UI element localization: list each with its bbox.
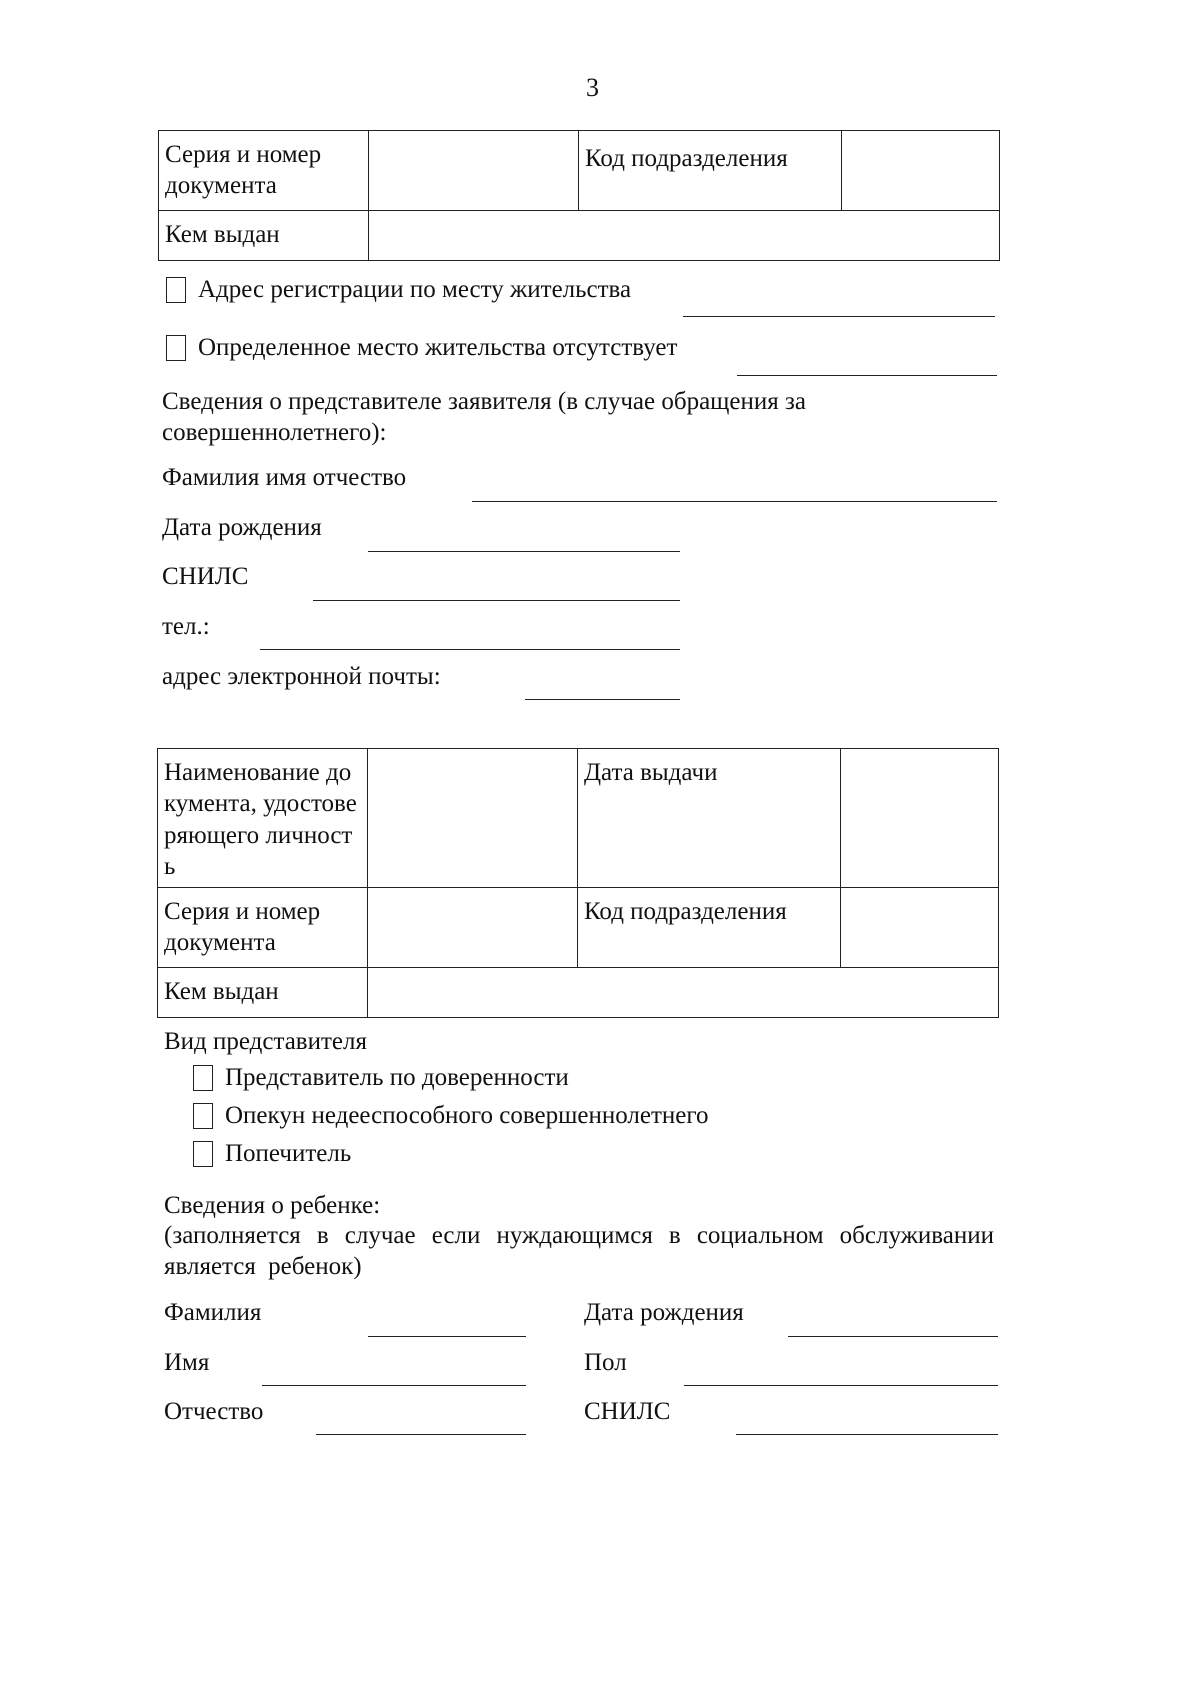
issued-by-label-2: Кем выдан [158, 968, 368, 1018]
subdivision-code-label-2: Код подразделения [578, 888, 841, 968]
document-name-field[interactable] [368, 749, 578, 888]
child-name-label: Имя [164, 1349, 210, 1376]
child-sex-field[interactable] [684, 1385, 998, 1386]
guardian-option[interactable] [193, 1101, 709, 1132]
child-snils-label: СНИЛС [584, 1398, 671, 1425]
no-residence-option[interactable] [166, 333, 677, 364]
child-sex-label: Пол [584, 1349, 627, 1376]
series-label: Серия и номер документа [159, 131, 369, 211]
representative-birth-date-label: Дата рождения [162, 514, 322, 541]
child-name-field[interactable] [262, 1385, 526, 1386]
proxy-checkbox[interactable] [193, 1065, 213, 1091]
series-field-2[interactable] [368, 888, 578, 968]
child-surname-field[interactable] [368, 1336, 526, 1337]
child-patronymic-field[interactable] [316, 1434, 526, 1435]
child-patronymic-label: Отчество [164, 1398, 264, 1425]
issued-by-field[interactable] [369, 211, 1000, 261]
no-residence-checkbox[interactable] [166, 335, 186, 361]
guardian-label: Опекун недееспособного совершеннолетнего [225, 1102, 709, 1129]
proxy-option[interactable] [193, 1063, 569, 1094]
document-name-label: Наименование документа, удостоверяющего личность [158, 749, 368, 888]
subdivision-code-field[interactable] [842, 131, 1000, 211]
registration-address-field[interactable] [683, 316, 995, 317]
proxy-label: Представитель по доверенности [225, 1064, 569, 1091]
representative-email-label: адрес электронной почты: [162, 663, 441, 690]
issued-by-field-2[interactable] [368, 968, 999, 1018]
registration-address-option[interactable] [166, 275, 631, 306]
representative-snils-field[interactable] [313, 600, 680, 601]
registration-address-checkbox[interactable] [166, 277, 186, 303]
no-residence-field[interactable] [737, 375, 997, 376]
issue-date-label: Дата выдачи [578, 749, 841, 888]
document-table-1 [158, 130, 1000, 261]
trustee-checkbox[interactable] [193, 1141, 213, 1167]
trustee-option[interactable] [193, 1139, 351, 1170]
representative-full-name-label: Фамилия имя отчество [162, 464, 407, 491]
child-birth-date-field[interactable] [788, 1336, 998, 1337]
child-birth-date-label: Дата рождения [584, 1299, 744, 1326]
no-residence-label: Определенное место жительства отсутствует [198, 334, 678, 361]
issue-date-field[interactable] [841, 749, 999, 888]
representative-birth-date-field[interactable] [368, 551, 680, 552]
guardian-checkbox[interactable] [193, 1103, 213, 1129]
child-surname-label: Фамилия [164, 1299, 262, 1326]
subdivision-code-field-2[interactable] [841, 888, 999, 968]
child-heading: Сведения о ребенке: [164, 1192, 381, 1219]
representative-phone-label: тел.: [162, 613, 210, 640]
representative-type-heading: Вид представителя [164, 1028, 367, 1055]
series-label-2: Серия и номер документа [158, 888, 368, 968]
issued-by-label: Кем выдан [159, 211, 369, 261]
representative-phone-field[interactable] [260, 649, 680, 650]
representative-email-field[interactable] [525, 699, 680, 700]
subdivision-code-label: Код подразделения [579, 131, 842, 211]
representative-snils-label: СНИЛС [162, 563, 249, 590]
page-number: 3 [586, 73, 599, 102]
trustee-label: Попечитель [225, 1140, 352, 1167]
document-table-2 [157, 748, 999, 1018]
registration-address-label: Адрес регистрации по месту жительства [198, 276, 632, 303]
representative-full-name-field[interactable] [472, 501, 997, 502]
representative-heading: Сведения о представителе заявителя (в случае обращения за совершеннолетнего): [162, 388, 806, 447]
series-field[interactable] [369, 131, 579, 211]
child-snils-field[interactable] [736, 1434, 998, 1435]
child-note: (заполняется в случае если нуждающимся в социальном обслуживании является ребенок) [164, 1222, 994, 1281]
